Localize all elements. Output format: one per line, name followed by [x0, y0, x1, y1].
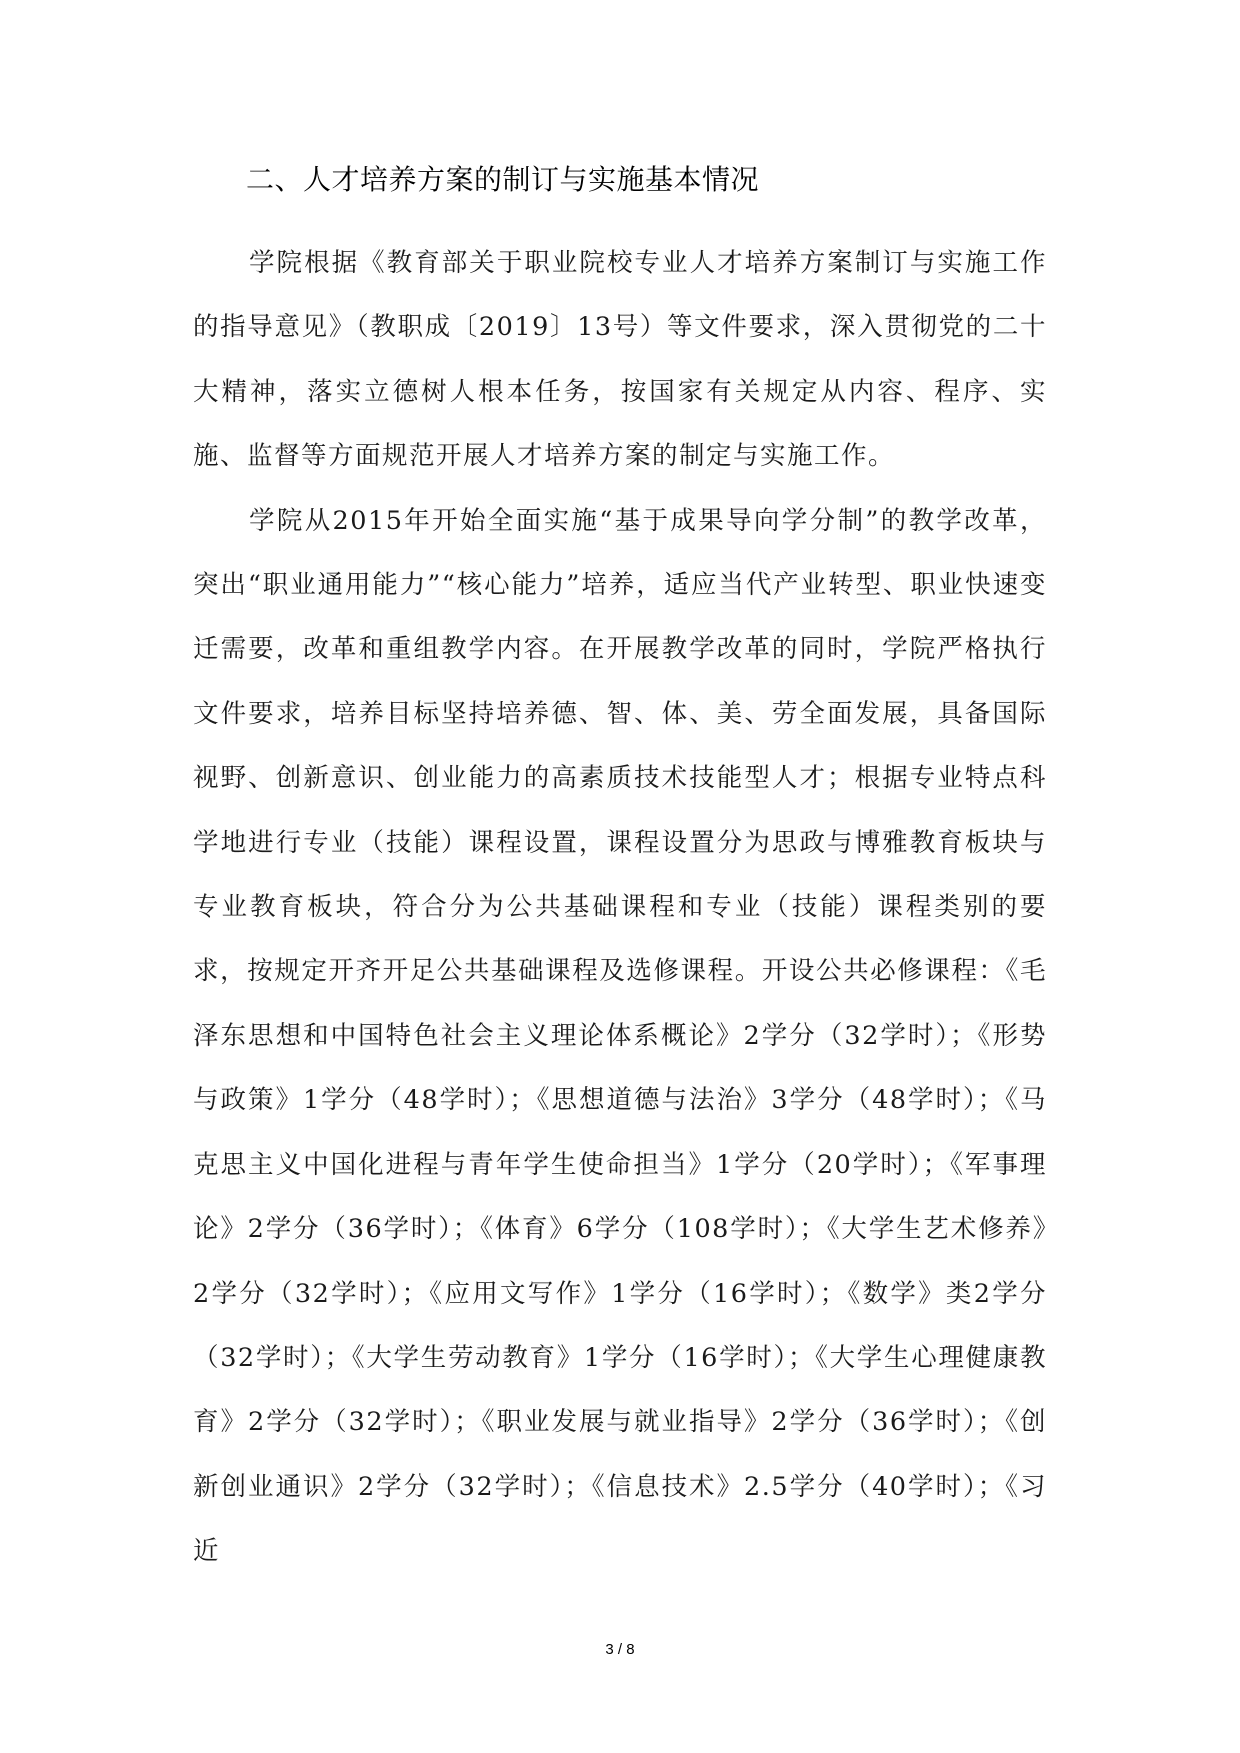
section-heading: 二、人才培养方案的制订与实施基本情况 — [246, 163, 760, 196]
page-number: 3 / 8 — [605, 1641, 635, 1658]
paragraph-1: 学院根据《教育部关于职业院校专业人才培养方案制订与实施工作的指导意见》（教职成〔2019〕13号）等文件要求，深入贯彻党的二十大精神，落实立德树人根本任务，按国家有关规定从内容、程序、实施、监督等方面规范开展人才培养方案的制定与实施工作。 — [193, 248, 1047, 472]
paragraph-2: 学院从2015年开始全面实施“基于成果导向学分制”的教学改革，突出“职业通用能力”“核心能力”培养，适应当代产业转型、职业快速变迁需要，改革和重组教学内容。在开展教学改革的同时，学院严格执行文件要求，培养目标坚持培养德、智、体、美、劳全面发展，具备国际视野、创新意识、创业能力的高素质技术技能型人才；根据专业特点科学地进行专业（技能）课程设置，课程设置分为思政与博雅教育板块与专业教育板块，符合分为公共基础课程和专业（技能）课程类别的要求，按规定开齐开足公共基础课程及选修课程。开设公共必修课程：《毛泽东思想和中国特色社会主义理论体系概论》2学分（32学时）；《形势与政策》1学分（48学时）；《思想道德与法治》3学分（48学时）；《马克思主义中国化进程与青年学生使命担当》1学分（20学时）；《军事理论》2学分（36学时）；《体育》6学分（108学时）；《大学生艺术修养》2学分（32学时）；《应用文写作》1学分（16学时）；《数学》类2学分（32学时）；《大学生劳动教育》1学分（16学时）；《大学生心理健康教育》2学分（32学时）；《职业发展与就业指导》2学分（36学时）；《创新创业通识》2学分（32学时）；《信息技术》2.5学分（40学时）；《习近 — [193, 505, 1047, 1567]
body-text — [193, 231, 1047, 1584]
